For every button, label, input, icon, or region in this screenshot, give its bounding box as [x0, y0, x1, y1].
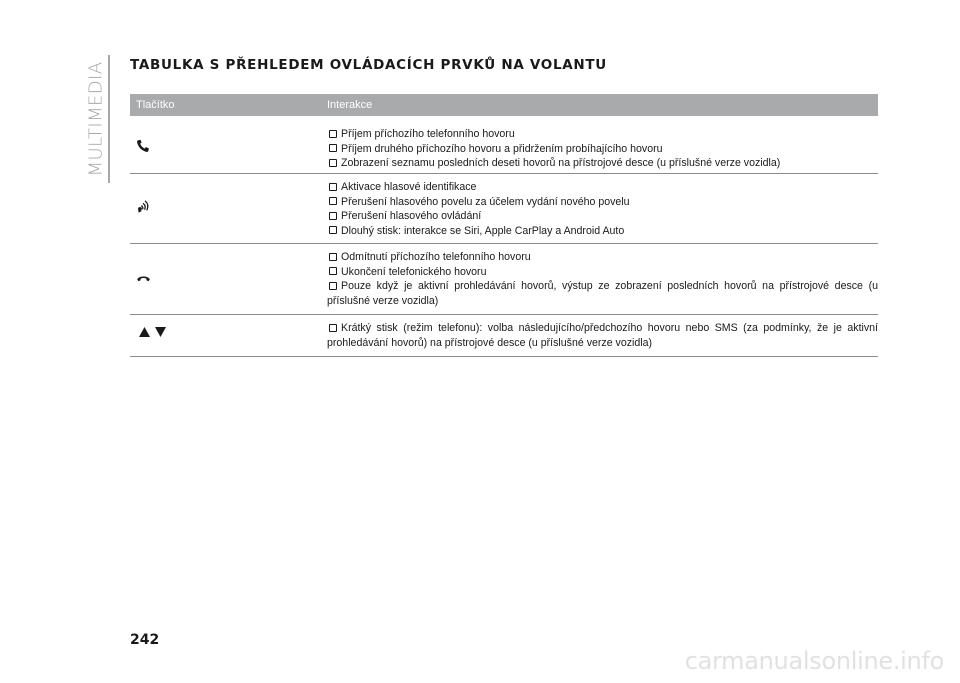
- bullet-icon: [329, 226, 337, 234]
- row-divider: [130, 173, 878, 174]
- up-down-arrows-icon: [138, 326, 168, 338]
- list-item: Zobrazení seznamu posledních deseti hovorů na přístrojové desce (u příslušné verze vozidla): [327, 156, 878, 171]
- bullet-icon: [329, 130, 337, 138]
- section-label: [84, 55, 108, 183]
- list-item: Přerušení hlasového ovládání: [327, 209, 878, 224]
- bullet-icon: [329, 183, 337, 191]
- bullet-icon: [329, 324, 337, 332]
- list-item: Odmítnutí příchozího telefonního hovoru: [327, 250, 878, 265]
- interaction-cell: [327, 180, 878, 238]
- row-divider: [130, 243, 878, 244]
- page-number: 242: [130, 632, 160, 648]
- table-row: [130, 317, 878, 355]
- list-item: Přerušení hlasového povelu za účelem vydání nového povelu: [327, 195, 878, 210]
- interaction-cell: [327, 127, 878, 171]
- list-item: Krátký stisk (režim telefonu): volba následujícího/předchozího hovoru nebo SMS (za podmínky, že je aktivní prohledávání hovorů) na přístrojové desce (u příslušné verze vozidla): [327, 322, 878, 349]
- row-divider: [130, 356, 878, 357]
- list-item: Pouze když je aktivní prohledávání hovorů, výstup ze zobrazení posledních hovorů na přístrojové desce (u příslušné verze vozidla): [327, 280, 878, 307]
- bullet-icon: [329, 144, 337, 152]
- watermark: carmanualsonline.info: [684, 647, 944, 675]
- bullet-icon: [329, 253, 337, 261]
- page-title: TABULKA S PŘEHLEDEM OVLÁDACÍCH PRVKŮ NA VOLANTU: [130, 57, 607, 73]
- list-item: Aktivace hlasové identifikace: [327, 180, 878, 195]
- button-cell: [130, 123, 320, 173]
- table-row: [130, 246, 878, 312]
- header-interaction: Interakce: [327, 99, 373, 111]
- list-item: Dlouhý stisk: interakce se Siri, Apple CarPlay a Android Auto: [327, 224, 878, 239]
- row-divider: [130, 314, 878, 315]
- list-item: Ukončení telefonického hovoru: [327, 265, 878, 280]
- phone-hangup-icon: [136, 273, 151, 283]
- list-item: Příjem druhého příchozího hovoru a přidržením probíhajícího hovoru: [327, 142, 878, 157]
- header-button: Tlačítko: [136, 99, 175, 111]
- table-row: [130, 123, 878, 173]
- phone-answer-icon: [136, 139, 150, 153]
- interaction-cell: [327, 250, 878, 308]
- interaction-cell: [327, 321, 878, 350]
- voice-command-icon: [136, 199, 152, 215]
- bullet-icon: [329, 212, 337, 220]
- table-header: [130, 94, 878, 116]
- button-cell: [130, 176, 320, 242]
- section-divider: [108, 55, 110, 183]
- button-cell: [130, 317, 320, 355]
- table-row: [130, 176, 878, 242]
- bullet-icon: [329, 159, 337, 167]
- list-item: Příjem příchozího telefonního hovoru: [327, 127, 878, 142]
- section-label-text: MULTIMEDIA: [85, 61, 107, 177]
- button-cell: [130, 246, 320, 312]
- bullet-icon: [329, 197, 337, 205]
- bullet-icon: [329, 267, 337, 275]
- bullet-icon: [329, 282, 337, 290]
